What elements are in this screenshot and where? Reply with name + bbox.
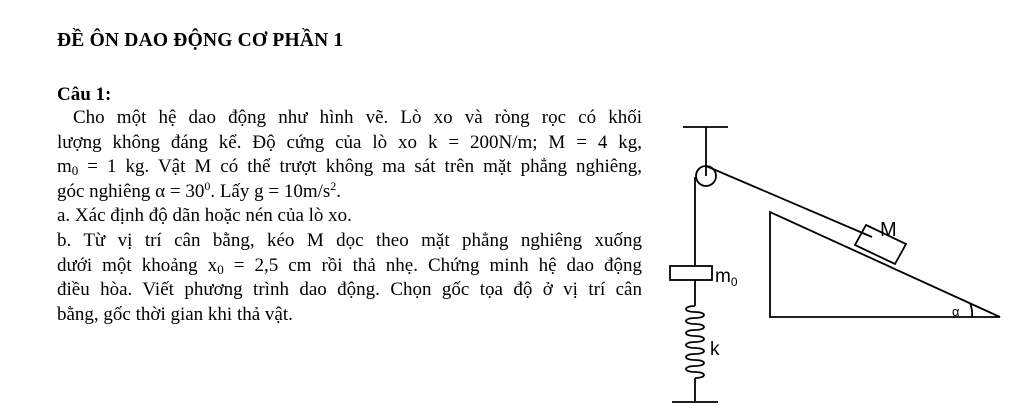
- label-M: M: [880, 219, 897, 241]
- part-b-line-1: b. Từ vị trí cân bằng, kéo M dọc theo mặt phẳng nghiêng xuống: [57, 229, 642, 251]
- incline-string: [706, 166, 872, 237]
- question-label: Câu 1:: [57, 84, 112, 105]
- spring-coil: [686, 306, 704, 378]
- part-b-line-3: điều hòa. Viết phương trình dao động. Chọn gốc tọa độ ở vị trí cân: [57, 279, 642, 301]
- question-line-4: góc nghiêng $\alpha = 30^0$. Lấy $g = 10m/s^2$.: [57, 178, 342, 202]
- page-title: ĐỀ ÔN DAO ĐỘNG CƠ PHẦN 1: [57, 30, 344, 51]
- label-m0: $m_0$: [715, 266, 738, 289]
- part-a: a. Xác định độ dãn hoặc nén của lò xo.: [57, 205, 352, 227]
- label-k: k: [710, 339, 720, 360]
- part-b-line-2: dưới một khoảng $x_0 = 2,5$ cm rồi thả nhẹ. Chứng minh hệ dao động: [57, 254, 642, 277]
- label-alpha: α: [952, 304, 960, 319]
- question-line-1: Cho một hệ dao động như hình vẽ. Lò xo và ròng rọc có khối: [73, 107, 642, 128]
- question-line-2: lượng không đáng kể. Độ cứng của lò xo k = 200N/m; M = 4 kg,: [57, 131, 642, 153]
- mass-m0-block: [670, 266, 712, 280]
- question-line-3: $m_0 = 1$ kg. Vật M có thể trượt không ma sát trên mặt phẳng nghiêng,: [57, 156, 642, 179]
- part-b-line-4: bằng, gốc thời gian khi thả vật.: [57, 303, 293, 325]
